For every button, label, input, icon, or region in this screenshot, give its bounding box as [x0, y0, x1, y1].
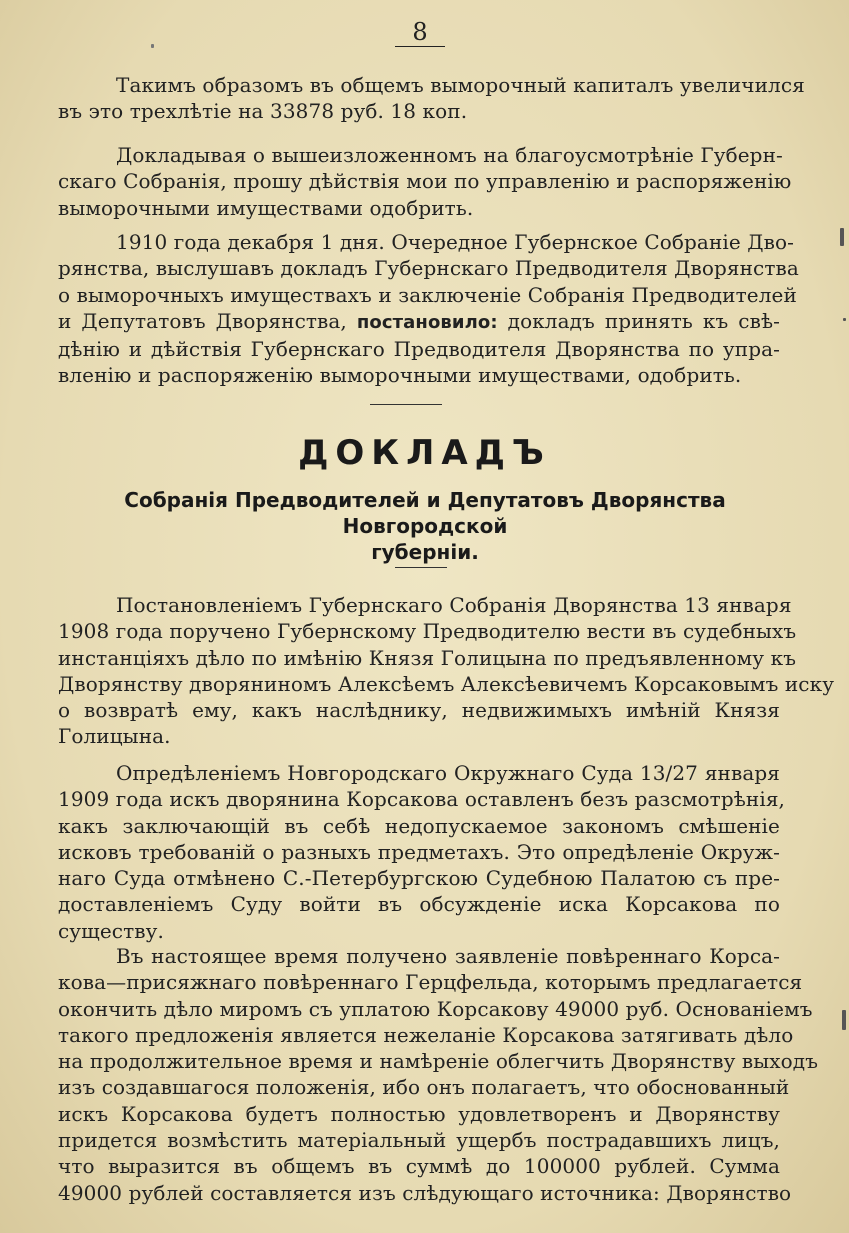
text-line: на продолжительное время и намѣреніе облегчить Дворянству выходъ [58, 1049, 819, 1074]
text-line: Такимъ образомъ въ общемъ выморочный капиталъ увеличился [116, 73, 805, 97]
text-line: исковъ требованій о разныхъ предметахъ. Это опредѣленіе Окруж- [58, 839, 780, 864]
text-line: инстанціяхъ дѣло по имѣнію Князя Голицына по предъявленному къ [58, 645, 797, 670]
text-line: доставленіемъ Суду войти въ обсужденіе иска Корсакова по [58, 892, 780, 917]
resolution-keyword: постановило: [356, 311, 498, 333]
text-line: дѣнію и дѣйствія Губернскаго Предводителя Дворянства по упра- [58, 337, 780, 362]
scan-artifact [151, 44, 154, 48]
report-paragraph-3 [58, 943, 819, 1206]
paragraph-resolution [58, 229, 799, 389]
text-line: вленію и распоряженію выморочными имуществами, одобрить. [58, 363, 742, 388]
page-number: 8 [395, 18, 445, 47]
text-line: 1909 года искъ дворянина Корсакова оставленъ безъ разсмотрѣнія, [58, 787, 785, 812]
scan-artifact [842, 1010, 846, 1030]
text-line: Докладывая о вышеизложенномъ на благоусмотрѣніе Губерн- [116, 143, 783, 167]
text-line: существу. [58, 918, 164, 943]
text-line: скаго Собранія, прошу дѣйствія мои по управленію и распоряженію [58, 169, 792, 194]
section-divider [370, 404, 442, 405]
text-line: рянства, выслушавъ докладъ Губернскаго Предводителя Дворянства [58, 256, 799, 281]
heading-divider [395, 567, 447, 568]
report-paragraph-1 [58, 592, 835, 750]
text-line: искъ Корсакова будетъ полностью удовлетворенъ и Дворянству [58, 1101, 780, 1126]
text-line: Постановленіемъ Губернскаго Собранія Дворянства 13 января [116, 593, 792, 617]
text-line: придется возмѣстить матеріальный ущербъ пострадавшихъ лицъ, [58, 1128, 780, 1153]
paragraph-2 [58, 142, 792, 221]
text-line: наго Суда отмѣнено С.-Петербургскою Судебною Палатою съ пре- [58, 866, 780, 891]
text-line: Голицына. [58, 724, 171, 749]
report-paragraph-2 [58, 760, 785, 944]
text-line: Опредѣленіемъ Новгородскаго Окружнаго Суда 13/27 января [116, 761, 780, 785]
report-subtitle [60, 487, 790, 565]
text-line: 1910 года декабря 1 дня. Очередное Губернское Собраніе Дво- [116, 230, 794, 254]
text-line: кова—присяжнаго повѣреннаго Герцфельда, которымъ предлагается [58, 970, 803, 995]
text-line: что выразится въ общемъ въ суммѣ до 100000 рублей. Сумма [58, 1154, 780, 1179]
text-line: 1908 года поручено Губернскому Предводителю вести въ судебныхъ [58, 619, 797, 644]
text-line: о возвратѣ ему, какъ наслѣднику, недвижимыхъ имѣній Князя [58, 698, 780, 723]
text-line: окончить дѣло миромъ съ уплатою Корсакову 49000 руб. Основаніемъ [58, 996, 813, 1021]
text-line: Дворянству дворяниномъ Алексѣемъ Алексѣевичемъ Корсаковымъ иску [58, 671, 835, 696]
scan-artifact [840, 228, 844, 246]
scan-artifact [843, 318, 846, 321]
text-line: 49000 рублей составляется изъ слѣдующаго источника: Дворянство [58, 1180, 792, 1205]
text-line: изъ создавшагося положенія, ибо онъ полагаетъ, что обоснованный [58, 1075, 790, 1100]
text-line: какъ заключающій въ себѣ недопускаемое закономъ смѣшеніе [58, 813, 780, 838]
text-line: выморочными имуществами одобрить. [58, 195, 474, 220]
text-line: Въ настоящее время получено заявленіе повѣреннаго Корса- [116, 944, 780, 968]
text-line: такого предложенія является нежеланіе Корсакова затягивать дѣло [58, 1022, 794, 1047]
text-segment: и Депутатовъ Дворянства, [58, 308, 347, 333]
text-segment: докладъ принять къ свѣ- [507, 308, 780, 333]
paragraph-1 [58, 72, 805, 125]
subtitle-line: губерніи. [371, 540, 479, 564]
text-line: о выморочныхъ имуществахъ и заключеніе Собранія Предводителей [58, 282, 797, 307]
report-title: ДОКЛАДЪ [298, 433, 551, 473]
text-line-with-bold [58, 308, 780, 336]
text-line: въ это трехлѣтіе на 33878 руб. 18 коп. [58, 99, 468, 124]
subtitle-line: Собранія Предводителей и Депутатовъ Дворянства Новгородской [124, 488, 726, 538]
